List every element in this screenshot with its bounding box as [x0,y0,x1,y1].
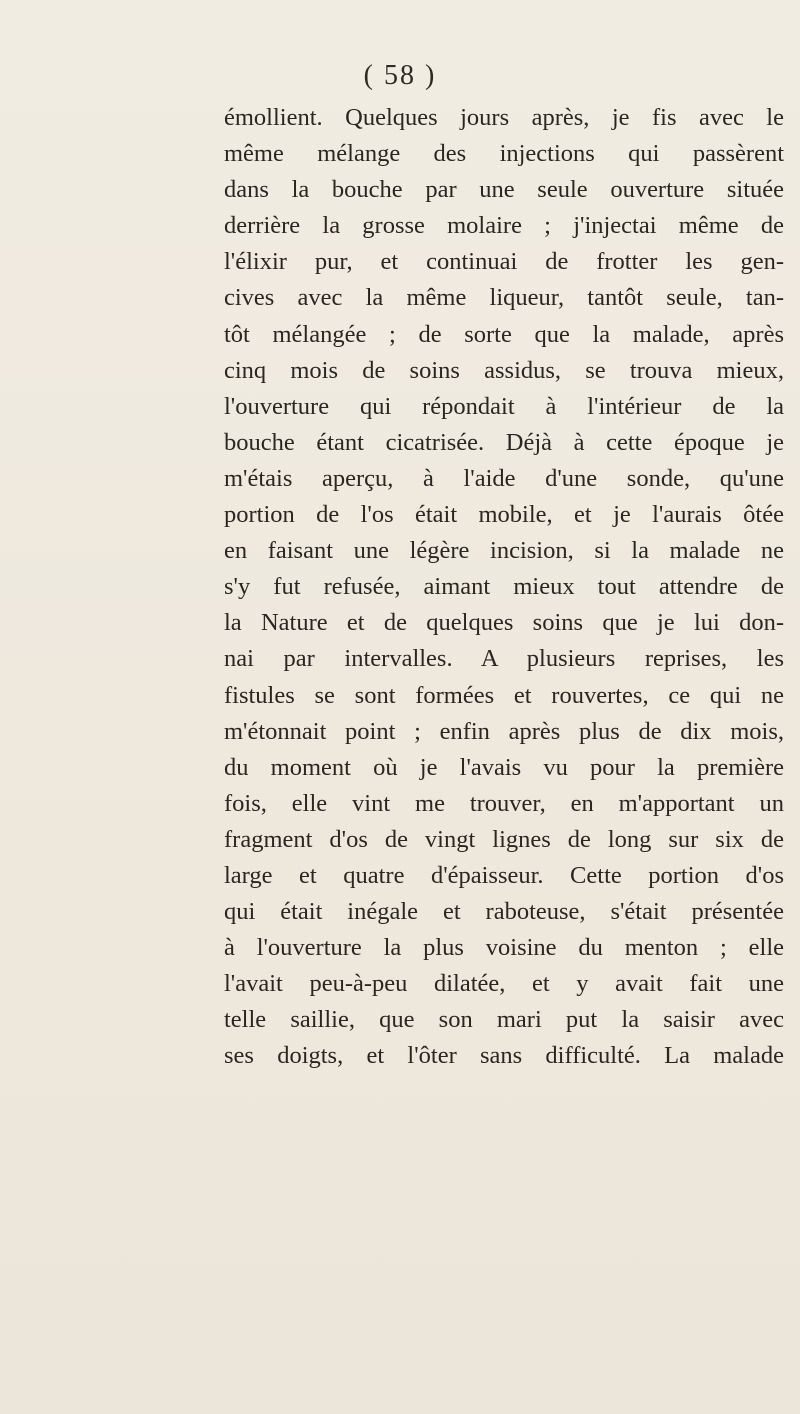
text-line: nai par intervalles. A plusieurs reprises, les [224,645,784,673]
text-line: large et quatre d'épaisseur. Cette portion d'os [224,861,784,889]
text-line: qui était inégale et raboteuse, s'était présentée [224,898,784,926]
text-line: fois, elle vint me trouver, en m'apportant un [224,789,784,817]
text-line: émollient. Quelques jours après, je fis avec le [224,104,784,131]
text-line: portion de l'os était mobile, et je l'aurais ôtée [224,501,784,529]
text-line: ses doigts, et l'ôter sans difficulté. La malade [224,1042,784,1070]
text-line: en faisant une légère incision, si la malade ne [224,537,784,565]
text-line: cives avec la même liqueur, tantôt seule, tan- [224,284,784,312]
body-text [224,100,784,1075]
text-line: la Nature et de quelques soins que je lui don- [224,609,784,637]
text-line: tôt mélangée ; de sorte que la malade, après [224,320,784,348]
text-line: dans la bouche par une seule ouverture située [224,176,784,204]
text-line: à l'ouverture la plus voisine du menton ; elle [224,934,784,962]
text-line: l'élixir pur, et continuai de frotter les gen- [224,248,784,276]
text-line: telle saillie, que son mari put la saisir avec [224,1006,784,1034]
text-line: fragment d'os de vingt lignes de long sur six de [224,825,784,853]
text-line: l'avait peu-à-peu dilatée, et y avait fait une [224,970,784,998]
text-line: bouche étant cicatrisée. Déjà à cette époque je [224,428,784,456]
text-line: fistules se sont formées et rouvertes, ce qui ne [224,681,784,709]
text-line: l'ouverture qui répondait à l'intérieur de la [224,392,784,420]
text-line: du moment où je l'avais vu pour la première [224,753,784,781]
text-line: m'étais aperçu, à l'aide d'une sonde, qu'une [224,464,784,492]
text-line: m'étonnait point ; enfin après plus de dix mois, [224,717,784,745]
text-line: derrière la grosse molaire ; j'injectai même de [224,212,784,240]
text-line: même mélange des injections qui passèrent [224,140,784,168]
page-number: ( 58 ) [363,60,437,91]
text-line: cinq mois de soins assidus, se trouva mieux, [224,356,784,384]
text-line: s'y fut refusée, aimant mieux tout attendre de [224,573,784,601]
